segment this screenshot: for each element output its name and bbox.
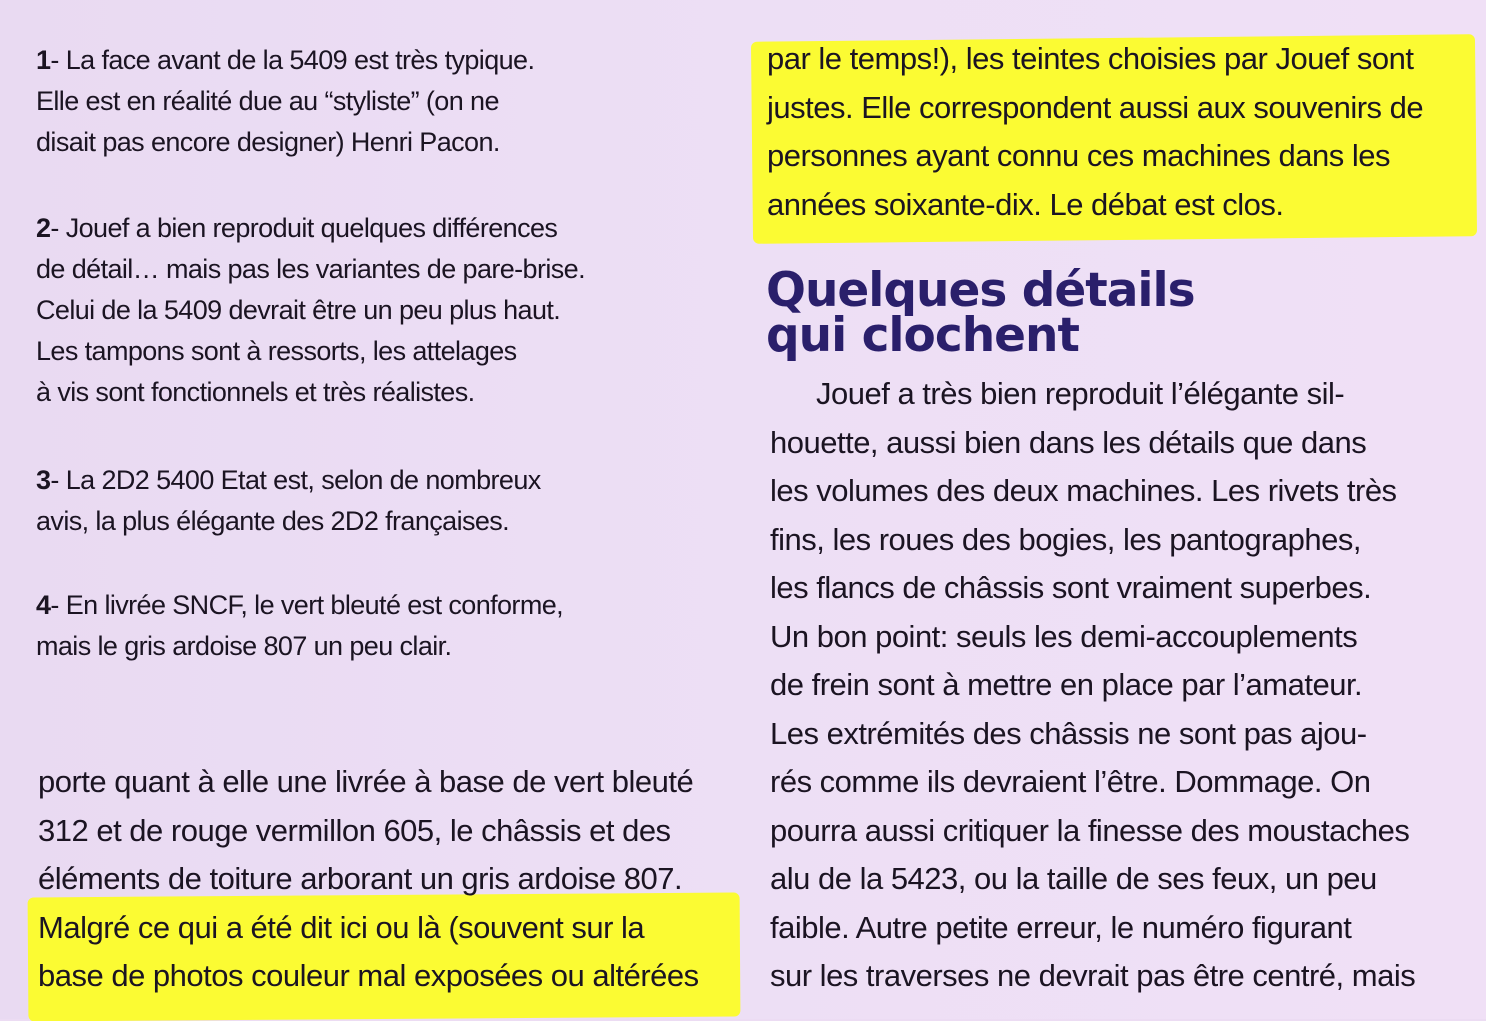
caption-number: 2 [36, 213, 51, 243]
caption-line: de détail… mais pas les variantes de pare-brise. [36, 254, 585, 284]
text-line: Malgré ce qui a été dit ici ou là (souvent sur la [38, 909, 645, 945]
text-line: alu de la 5423, ou la taille de ses feux, un peu [770, 861, 1377, 896]
caption-4 [36, 585, 563, 667]
left-column-text [38, 758, 699, 1001]
caption-line: mais le gris ardoise 807 un peu clair. [36, 631, 452, 661]
text-line: personnes ayant connu ces machines dans les [767, 138, 1391, 173]
caption-number: 4 [36, 590, 51, 620]
text-line: les flancs de châssis sont vraiment superbes. [770, 570, 1372, 605]
caption-line: - La face avant de la 5409 est très typique. [50, 45, 535, 75]
heading-line: Quelques détails [766, 263, 1195, 318]
text-line: pourra aussi critiquer la finesse des moustaches [770, 812, 1410, 848]
caption-2 [36, 208, 585, 413]
text-line: porte quant à elle une livrée à base de vert bleuté [38, 764, 694, 799]
text-line: base de photos couleur mal exposées ou altérées [38, 958, 699, 993]
caption-line: Elle est en réalité due au “styliste” (on ne [36, 86, 499, 116]
text-line: de frein sont à mettre en place par l’amateur. [770, 667, 1363, 702]
right-top-text [767, 35, 1423, 229]
caption-line: - En livrée SNCF, le vert bleuté est conforme, [50, 590, 564, 620]
text-line: justes. Elle correspondent aussi aux souvenirs de [767, 89, 1424, 125]
caption-1 [36, 40, 534, 163]
caption-line: - La 2D2 5400 Etat est, selon de nombreux [50, 465, 541, 495]
heading-line: qui clochent [766, 308, 1079, 363]
caption-line: disait pas encore designer) Henri Pacon. [36, 127, 500, 157]
text-line: Un bon point: seuls les demi-accouplements [770, 618, 1358, 654]
right-column-text [770, 370, 1415, 1001]
caption-line: avis, la plus élégante des 2D2 françaises. [36, 506, 510, 536]
caption-line: Les tampons sont à ressorts, les attelages [36, 336, 517, 366]
text-line: sur les traverses ne devrait pas être centré, mais [770, 958, 1416, 993]
caption-number: 3 [36, 465, 51, 495]
text-line: 312 et de rouge vermillon 605, le châssis et des [38, 812, 671, 848]
text-line: Les extrémités des châssis ne sont pas ajou- [770, 715, 1367, 751]
text-line: les volumes des deux machines. Les rivets très [770, 473, 1397, 508]
text-line: faible. Autre petite erreur, le numéro figurant [770, 909, 1352, 945]
text-line: par le temps!), les teintes choisies par Jouef sont [767, 41, 1414, 76]
section-heading [766, 263, 1195, 363]
text-line: rés comme ils devraient l’être. Dommage. On [770, 764, 1371, 799]
text-line: fins, les roues des bogies, les pantographes, [770, 521, 1361, 557]
caption-line: à vis sont fonctionnels et très réalistes. [36, 377, 475, 407]
caption-number: 1 [36, 45, 51, 75]
text-line: Jouef a très bien reproduit l’élégante sil- [816, 376, 1345, 411]
caption-line: - Jouef a bien reproduit quelques différences [50, 213, 558, 243]
text-line: houette, aussi bien dans les détails que dans [770, 424, 1367, 460]
text-line: éléments de toiture arborant un gris ardoise 807. [38, 861, 683, 896]
caption-3 [36, 460, 541, 542]
text-line: années soixante-dix. Le débat est clos. [767, 186, 1284, 222]
caption-line: Celui de la 5409 devrait être un peu plus haut. [36, 295, 561, 325]
